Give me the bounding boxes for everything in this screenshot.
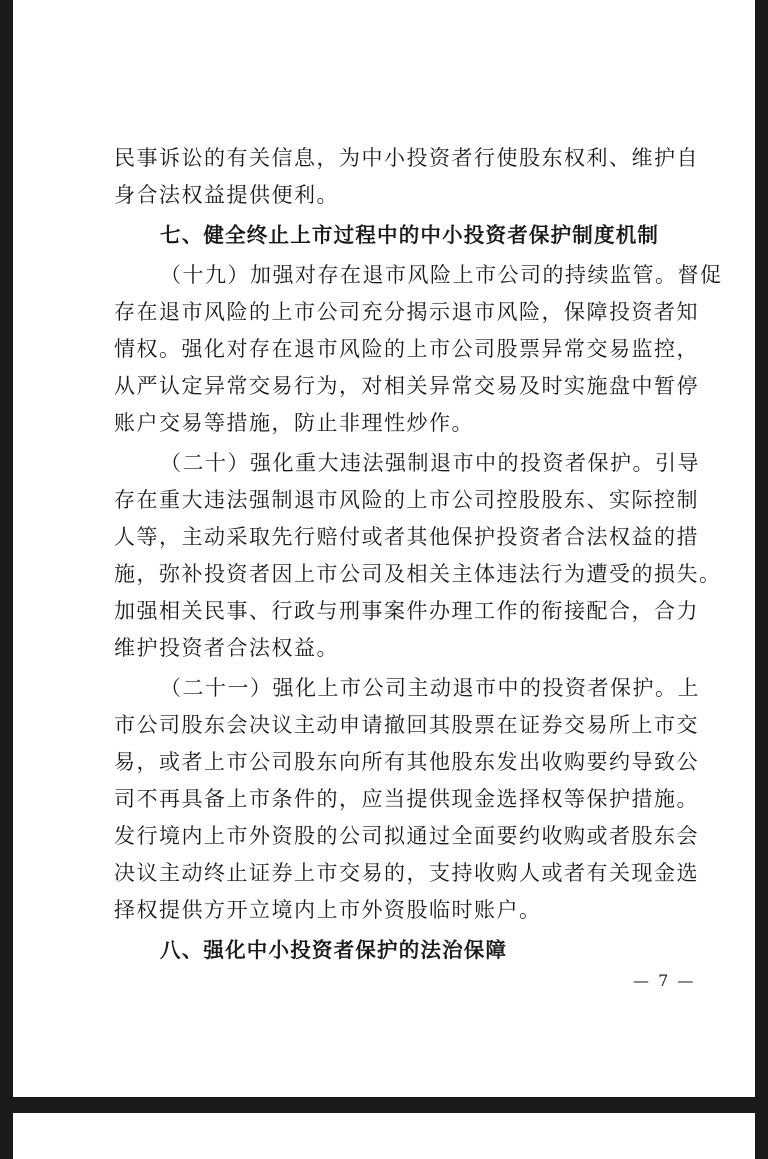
document-body xyxy=(114,140,723,969)
text-line: 决议主动终止证券上市交易的，支持收购人或者有关现金选 xyxy=(114,861,699,885)
text-line: 存在退市风险的上市公司充分揭示退市风险，保障投资者知 xyxy=(114,300,699,324)
page-number: — 7 — xyxy=(633,971,696,990)
text-line: 身合法权益提供便利。 xyxy=(114,183,339,207)
next-page-edge xyxy=(13,1113,755,1159)
section-heading-8: 八、强化中小投资者保护的法治保障 xyxy=(160,938,508,962)
text-line: 加强相关民事、行政与刑事案件办理工作的衔接配合，合力 xyxy=(114,599,699,623)
text-line: 人等，主动采取先行赔付或者其他保护投资者合法权益的措 xyxy=(114,525,699,549)
text-line: （十九）加强对存在退市风险上市公司的持续监管。督促 xyxy=(160,263,723,287)
text-line: 司不再具备上市条件的，应当提供现金选择权等保护措施。 xyxy=(114,787,699,811)
text-line: 易，或者上市公司股东向所有其他股东发出收购要约导致公 xyxy=(114,750,699,774)
text-line: 择权提供方开立境内上市外资股临时账户。 xyxy=(114,898,542,922)
section-heading-7: 七、健全终止上市过程中的中小投资者保护制度机制 xyxy=(160,223,660,247)
text-line: 民事诉讼的有关信息，为中小投资者行使股东权利、维护自 xyxy=(114,146,699,170)
text-line: 维护投资者合法权益。 xyxy=(114,636,339,660)
text-line: 市公司股东会决议主动申请撤回其股票在证券交易所上市交 xyxy=(114,713,699,737)
text-line: 存在重大违法强制退市风险的上市公司控股股东、实际控制 xyxy=(114,488,699,512)
text-line: 账户交易等措施，防止非理性炒作。 xyxy=(114,411,474,435)
text-line: 情权。强化对存在退市风险的上市公司股票异常交易监控， xyxy=(114,337,699,361)
text-line: 发行境内上市外资股的公司拟通过全面要约收购或者股东会 xyxy=(114,824,699,848)
text-line: （二十一）强化上市公司主动退市中的投资者保护。上 xyxy=(160,676,700,700)
text-line: （二十）强化重大违法强制退市中的投资者保护。引导 xyxy=(160,451,700,475)
text-line: 施，弥补投资者因上市公司及相关主体违法行为遭受的损失。 xyxy=(114,562,722,586)
text-line: 从严认定异常交易行为，对相关异常交易及时实施盘中暂停 xyxy=(114,374,699,398)
document-page xyxy=(13,0,755,1097)
